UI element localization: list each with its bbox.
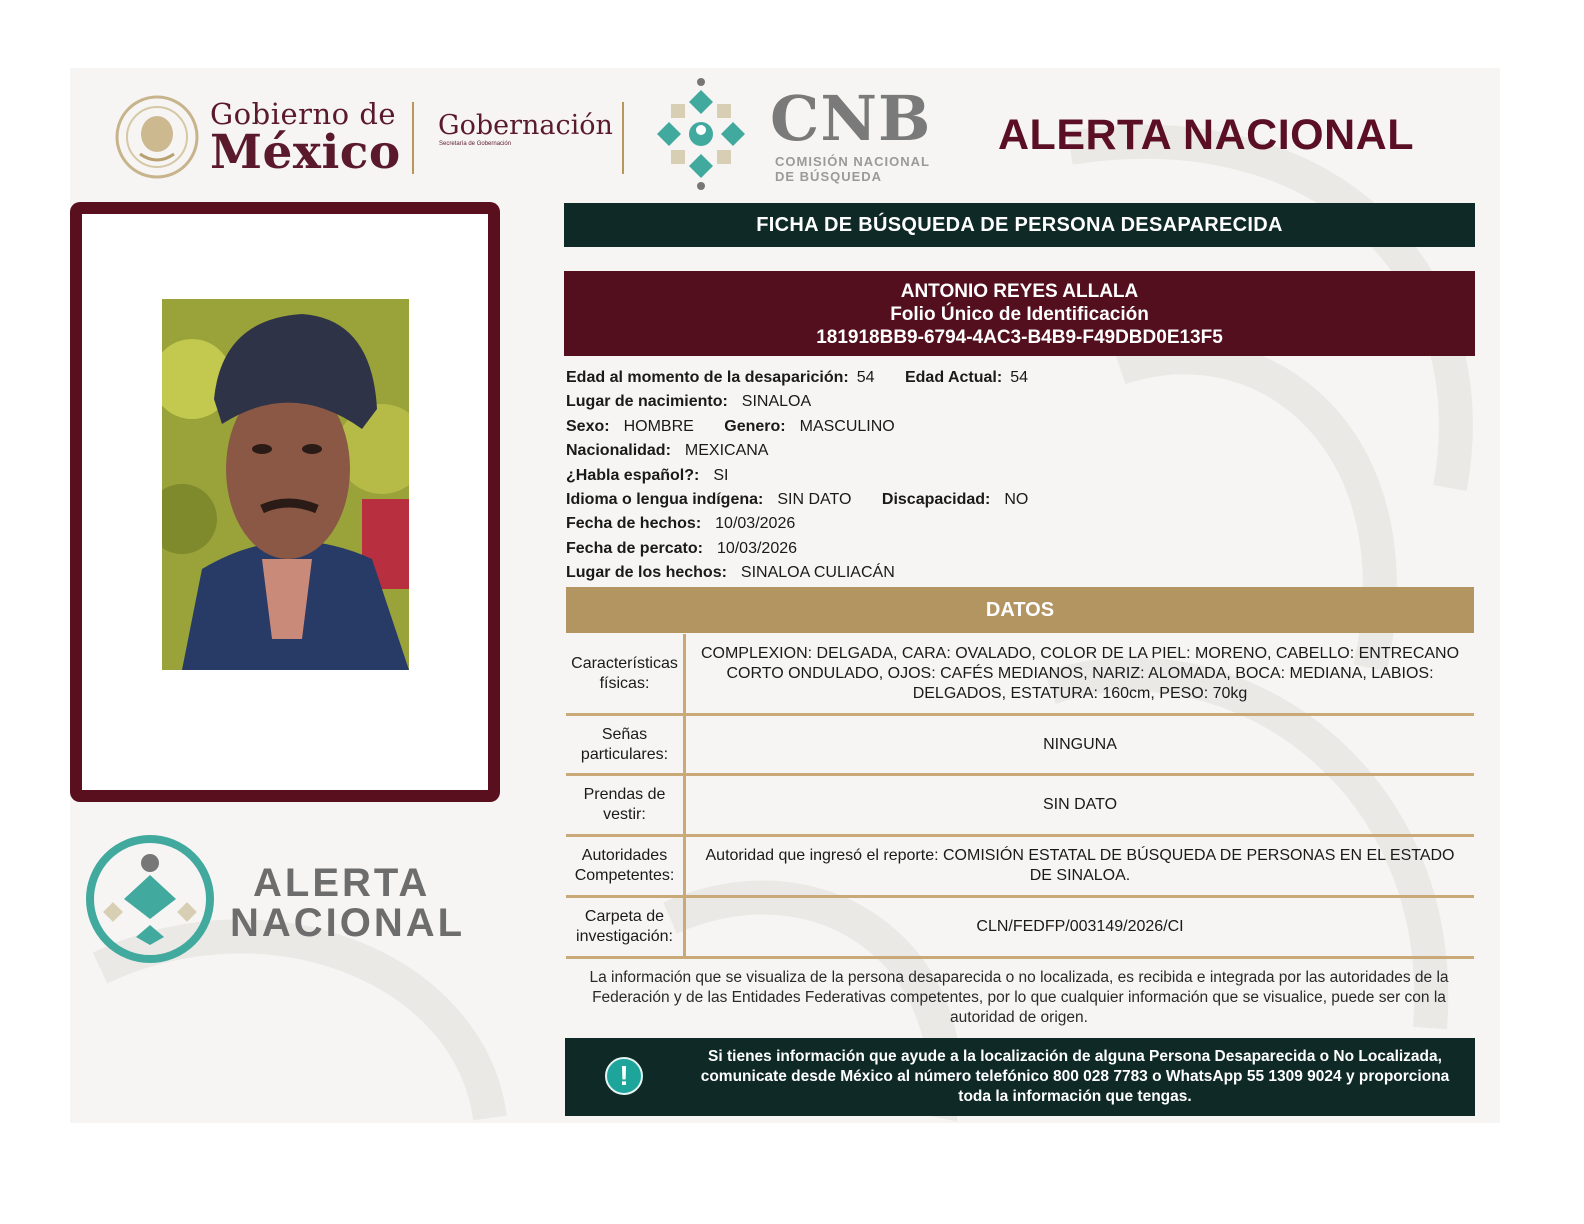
autoridades-label: Autoridades Competentes: (566, 837, 686, 895)
alerta-nacional-title: ALERTA NACIONAL (998, 111, 1414, 159)
gobierno-de-text: Gobierno de (210, 97, 397, 131)
prendas-value: SIN DATO (1042, 796, 1118, 813)
lugar-hechos-value: SINALOA CULIACÁN (740, 564, 895, 582)
nacionalidad-label: Nacionalidad: (566, 442, 671, 460)
table-row (566, 837, 1474, 898)
edad-desaparicion-label: Edad al momento de la desaparición: (566, 369, 849, 386)
edad-actual-value: 54 (1010, 369, 1028, 386)
prendas-label: Prendas de vestir: (566, 776, 686, 834)
gobernacion-subtitle: Secretaría de Gobernación (439, 141, 512, 147)
caracteristicas-label: Características físicas: (566, 634, 686, 713)
disclaimer-text: La información que se visualiza de la persona desaparecida o no localizada, es recibida e integrada por las autoridades de la Federación y de las Entidades Federativas competentes, por lo que cualquier información que se visualice, puede ser con la autoridad de origen. (589, 969, 1449, 1026)
sexo-label: Sexo: (566, 417, 610, 435)
gobernacion-text: Gobernación (438, 110, 613, 141)
carpeta-value: CLN/FEDFP/003149/2026/CI (976, 918, 1184, 935)
cnb-subtitle-2: DE BÚSQUEDA (775, 169, 883, 184)
person-name: ANTONIO REYES ALLALA (900, 281, 1139, 302)
header-divider (412, 102, 414, 174)
idioma-value: SIN DATO (777, 491, 852, 509)
table-row (566, 634, 1474, 716)
table-row (566, 716, 1474, 776)
senas-value: NINGUNA (1043, 735, 1117, 753)
fecha-hechos-value: 10/03/2026 (715, 515, 796, 533)
folio-id: 181918BB9-6794-4AC3-B4B9-F49DBD0E13F5 (816, 327, 1223, 348)
lugar-hechos-label: Lugar de los hechos: (566, 564, 727, 582)
nacionalidad-value: MEXICANA (684, 442, 769, 460)
genero-value: MASCULINO (799, 417, 895, 435)
idioma-label: Idioma o lengua indígena: (566, 491, 764, 509)
alerta-logo-line1: ALERTA (253, 861, 431, 905)
nacimiento-value: SINALOA (741, 393, 812, 411)
header (70, 68, 1500, 198)
espanol-value: SI (713, 466, 729, 484)
edad-desaparicion-value: 54 (856, 369, 875, 386)
cnb-text: CNB (770, 82, 932, 155)
alerta-logo-line2: NACIONAL (230, 901, 466, 945)
autoridades-value: Autoridad que ingresó el reporte: COMISIÓN ESTATAL DE BÚSQUEDA DE PERSONAS EN EL ESTADO DE SINALOA. (705, 847, 1455, 884)
exclamation-icon: ! (605, 1057, 643, 1095)
cnb-subtitle-1: COMISIÓN NACIONAL (775, 154, 930, 169)
carpeta-label: Carpeta de investigación: (566, 898, 686, 956)
genero-label: Genero: (724, 417, 786, 435)
discapacidad-label: Discapacidad: (881, 491, 991, 509)
person-info (566, 366, 1466, 586)
datos-table (566, 634, 1474, 959)
table-row (566, 776, 1474, 837)
alert-sheet (70, 68, 1500, 1123)
header-divider (622, 102, 624, 174)
fecha-percato-value: 10/03/2026 (716, 539, 798, 557)
cnb-logo-icon (645, 78, 757, 190)
datos-title: DATOS (566, 587, 1474, 633)
espanol-label: ¿Habla español?: (566, 466, 700, 484)
ficha-title: FICHA DE BÚSQUEDA DE PERSONA DESAPARECIDA (564, 203, 1475, 247)
caracteristicas-value: COMPLEXION: DELGADA, CARA: OVALADO, COLOR DE LA PIEL: MORENO, CABELLO: ENTRECANO CORTO ONDULADO, OJOS: CAFÉS MEDIANOS, NARIZ: ALOMADA, BOCA: MEDIANA, LABIOS: DELGADOS, ESTATURA: 160cm, PESO: 70kg (700, 644, 1460, 702)
person-photo (162, 299, 409, 670)
contact-text: Si tienes información que ayude a la localización de alguna Persona Desaparecida o No Localizada, comunicate desde México al número telefónico 800 028 7783 o WhatsApp 55 1309 9024 y proporciona toda la información que tengas. (700, 1048, 1450, 1105)
alerta-nacional-logo-icon (84, 833, 216, 965)
mexico-seal-icon (112, 94, 202, 180)
person-header (564, 271, 1475, 356)
sexo-value: HOMBRE (623, 417, 694, 435)
fecha-hechos-label: Fecha de hechos: (566, 515, 702, 533)
table-row (566, 898, 1474, 959)
mexico-text: México (210, 125, 401, 180)
nacimiento-label: Lugar de nacimiento: (566, 393, 728, 411)
photo-frame (70, 202, 500, 802)
folio-label: Folio Único de Identificación (890, 304, 1149, 325)
fecha-percato-label: Fecha de percato: (566, 539, 703, 557)
discapacidad-value: NO (1004, 491, 1029, 509)
contact-banner (565, 1038, 1475, 1116)
senas-label: Señas particulares: (566, 716, 686, 773)
edad-actual-label: Edad Actual: (904, 369, 1003, 386)
